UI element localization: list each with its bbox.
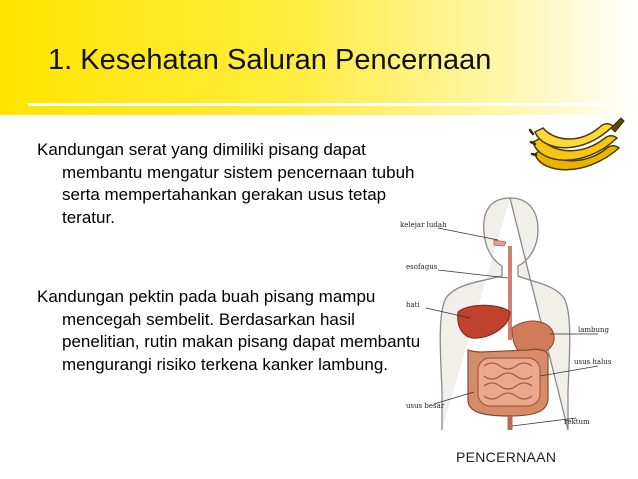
title-divider: [28, 103, 638, 106]
slide-title: 1. Kesehatan Saluran Pencernaan: [48, 44, 492, 76]
paragraph-pectin: Kandungan pektin pada buah pisang mampu mencegah sembelit. Berdasarkan hasil penelitian, rutin makan pisang dapat membantu mengurangi risiko terkena kanker lambung.: [37, 287, 421, 374]
liver-shape: [458, 305, 510, 338]
label-usus-halus: usus halus: [574, 358, 612, 366]
label-rektum: rektum: [564, 418, 590, 426]
label-kelejar-ludah: kelejar ludah: [400, 221, 447, 229]
label-usus-besar: usus besar: [406, 402, 445, 410]
paragraph-fiber: Kandungan serat yang dimiliki pisang dapat membantu mengatur sistem pencernaan tubuh serta mempertahankan gerakan usus tetap teratur.: [37, 140, 415, 227]
label-hati: hati: [406, 301, 420, 309]
small-intestine-shape: [478, 358, 540, 406]
label-esofagus: esofagus: [406, 263, 438, 271]
figure-caption: PENCERNAAN: [456, 449, 557, 465]
label-lambung: lambung: [578, 326, 610, 334]
digestive-system-figure: [398, 190, 623, 440]
banana-icon: [527, 112, 627, 182]
